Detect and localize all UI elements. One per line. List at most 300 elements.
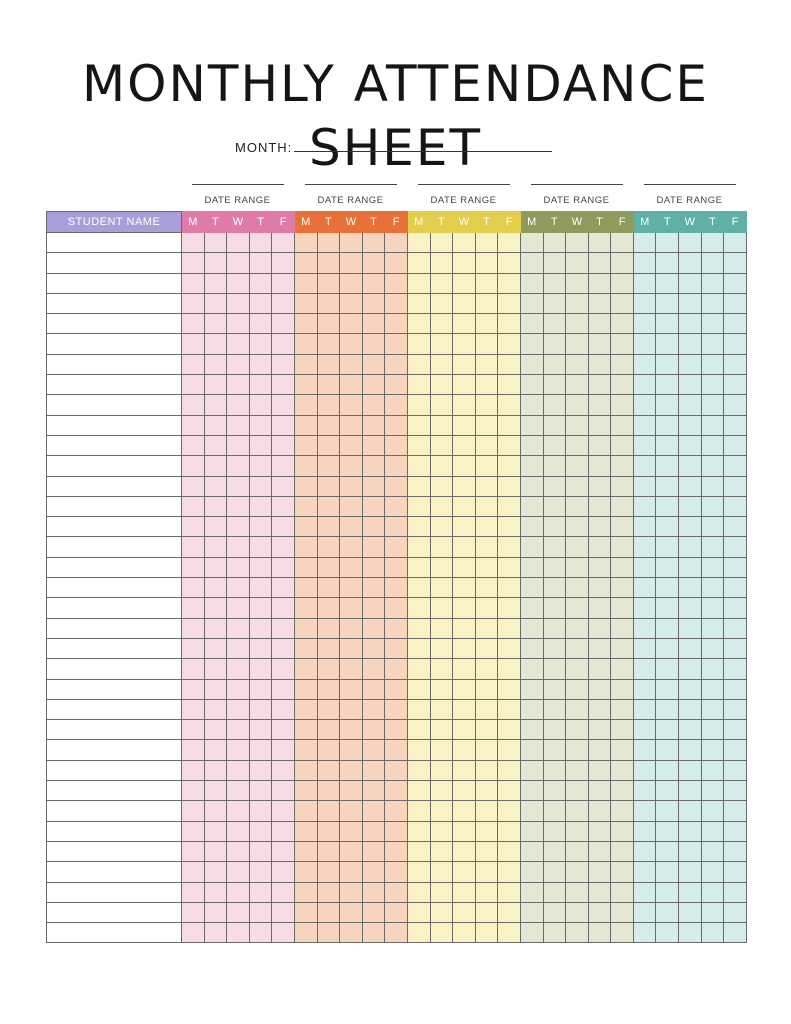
attendance-cell[interactable] xyxy=(249,699,272,719)
attendance-cell[interactable] xyxy=(453,354,476,374)
attendance-cell[interactable] xyxy=(543,496,566,516)
attendance-cell[interactable] xyxy=(317,517,340,537)
attendance-cell[interactable] xyxy=(701,699,724,719)
attendance-cell[interactable] xyxy=(227,862,250,882)
attendance-cell[interactable] xyxy=(317,253,340,273)
attendance-cell[interactable] xyxy=(227,882,250,902)
attendance-cell[interactable] xyxy=(294,618,317,638)
attendance-cell[interactable] xyxy=(588,638,611,658)
attendance-cell[interactable] xyxy=(362,618,385,638)
attendance-cell[interactable] xyxy=(611,517,634,537)
attendance-cell[interactable] xyxy=(249,618,272,638)
attendance-cell[interactable] xyxy=(317,679,340,699)
attendance-cell[interactable] xyxy=(701,618,724,638)
attendance-cell[interactable] xyxy=(317,233,340,253)
student-name-cell[interactable] xyxy=(47,476,182,496)
attendance-cell[interactable] xyxy=(227,578,250,598)
attendance-cell[interactable] xyxy=(362,334,385,354)
attendance-cell[interactable] xyxy=(227,517,250,537)
attendance-cell[interactable] xyxy=(701,841,724,861)
attendance-cell[interactable] xyxy=(588,679,611,699)
attendance-cell[interactable] xyxy=(317,598,340,618)
attendance-cell[interactable] xyxy=(611,496,634,516)
attendance-cell[interactable] xyxy=(656,233,679,253)
attendance-cell[interactable] xyxy=(724,253,747,273)
attendance-cell[interactable] xyxy=(272,618,295,638)
attendance-cell[interactable] xyxy=(294,293,317,313)
attendance-cell[interactable] xyxy=(362,314,385,334)
attendance-cell[interactable] xyxy=(679,517,702,537)
attendance-cell[interactable] xyxy=(340,882,363,902)
attendance-cell[interactable] xyxy=(701,314,724,334)
attendance-cell[interactable] xyxy=(362,395,385,415)
attendance-cell[interactable] xyxy=(430,273,453,293)
attendance-cell[interactable] xyxy=(317,821,340,841)
attendance-cell[interactable] xyxy=(362,679,385,699)
attendance-cell[interactable] xyxy=(679,638,702,658)
attendance-cell[interactable] xyxy=(588,354,611,374)
student-name-cell[interactable] xyxy=(47,415,182,435)
attendance-cell[interactable] xyxy=(520,233,543,253)
attendance-cell[interactable] xyxy=(294,233,317,253)
attendance-cell[interactable] xyxy=(679,456,702,476)
attendance-cell[interactable] xyxy=(407,517,430,537)
attendance-cell[interactable] xyxy=(340,253,363,273)
attendance-cell[interactable] xyxy=(566,862,589,882)
attendance-cell[interactable] xyxy=(204,821,227,841)
attendance-cell[interactable] xyxy=(294,557,317,577)
attendance-cell[interactable] xyxy=(182,841,205,861)
attendance-cell[interactable] xyxy=(340,720,363,740)
attendance-cell[interactable] xyxy=(340,496,363,516)
attendance-cell[interactable] xyxy=(430,354,453,374)
attendance-cell[interactable] xyxy=(294,923,317,943)
attendance-cell[interactable] xyxy=(340,902,363,922)
attendance-cell[interactable] xyxy=(340,740,363,760)
attendance-cell[interactable] xyxy=(182,659,205,679)
attendance-cell[interactable] xyxy=(407,496,430,516)
attendance-cell[interactable] xyxy=(656,801,679,821)
student-name-cell[interactable] xyxy=(47,902,182,922)
attendance-cell[interactable] xyxy=(182,273,205,293)
attendance-cell[interactable] xyxy=(294,841,317,861)
attendance-cell[interactable] xyxy=(294,435,317,455)
attendance-cell[interactable] xyxy=(340,679,363,699)
attendance-cell[interactable] xyxy=(407,699,430,719)
attendance-cell[interactable] xyxy=(294,354,317,374)
attendance-cell[interactable] xyxy=(679,618,702,638)
attendance-cell[interactable] xyxy=(407,557,430,577)
attendance-cell[interactable] xyxy=(633,415,656,435)
attendance-cell[interactable] xyxy=(701,476,724,496)
attendance-cell[interactable] xyxy=(317,293,340,313)
attendance-cell[interactable] xyxy=(520,557,543,577)
attendance-cell[interactable] xyxy=(633,862,656,882)
attendance-cell[interactable] xyxy=(407,598,430,618)
student-name-cell[interactable] xyxy=(47,882,182,902)
attendance-cell[interactable] xyxy=(453,821,476,841)
attendance-cell[interactable] xyxy=(182,476,205,496)
attendance-cell[interactable] xyxy=(656,354,679,374)
attendance-cell[interactable] xyxy=(407,781,430,801)
attendance-cell[interactable] xyxy=(520,415,543,435)
attendance-cell[interactable] xyxy=(430,679,453,699)
attendance-cell[interactable] xyxy=(475,517,498,537)
attendance-cell[interactable] xyxy=(204,841,227,861)
attendance-cell[interactable] xyxy=(611,781,634,801)
attendance-cell[interactable] xyxy=(430,659,453,679)
attendance-cell[interactable] xyxy=(724,659,747,679)
attendance-cell[interactable] xyxy=(430,821,453,841)
attendance-cell[interactable] xyxy=(566,598,589,618)
attendance-cell[interactable] xyxy=(588,476,611,496)
attendance-cell[interactable] xyxy=(204,598,227,618)
attendance-cell[interactable] xyxy=(611,923,634,943)
student-name-cell[interactable] xyxy=(47,862,182,882)
attendance-cell[interactable] xyxy=(701,862,724,882)
attendance-cell[interactable] xyxy=(340,233,363,253)
attendance-cell[interactable] xyxy=(204,618,227,638)
attendance-cell[interactable] xyxy=(317,923,340,943)
attendance-cell[interactable] xyxy=(340,354,363,374)
attendance-cell[interactable] xyxy=(475,801,498,821)
attendance-cell[interactable] xyxy=(227,923,250,943)
attendance-cell[interactable] xyxy=(543,902,566,922)
attendance-cell[interactable] xyxy=(249,720,272,740)
student-name-cell[interactable] xyxy=(47,740,182,760)
attendance-cell[interactable] xyxy=(588,882,611,902)
attendance-cell[interactable] xyxy=(566,415,589,435)
attendance-cell[interactable] xyxy=(407,760,430,780)
student-name-cell[interactable] xyxy=(47,598,182,618)
attendance-cell[interactable] xyxy=(475,415,498,435)
attendance-cell[interactable] xyxy=(543,679,566,699)
attendance-cell[interactable] xyxy=(385,679,408,699)
attendance-cell[interactable] xyxy=(182,375,205,395)
attendance-cell[interactable] xyxy=(498,638,521,658)
attendance-cell[interactable] xyxy=(588,902,611,922)
student-name-cell[interactable] xyxy=(47,801,182,821)
attendance-cell[interactable] xyxy=(498,720,521,740)
attendance-cell[interactable] xyxy=(543,415,566,435)
student-name-cell[interactable] xyxy=(47,395,182,415)
attendance-cell[interactable] xyxy=(294,273,317,293)
attendance-cell[interactable] xyxy=(475,456,498,476)
attendance-cell[interactable] xyxy=(656,821,679,841)
attendance-cell[interactable] xyxy=(340,659,363,679)
attendance-cell[interactable] xyxy=(227,638,250,658)
attendance-cell[interactable] xyxy=(272,659,295,679)
attendance-cell[interactable] xyxy=(566,902,589,922)
attendance-cell[interactable] xyxy=(430,557,453,577)
attendance-cell[interactable] xyxy=(385,233,408,253)
attendance-cell[interactable] xyxy=(475,578,498,598)
attendance-cell[interactable] xyxy=(204,517,227,537)
attendance-cell[interactable] xyxy=(475,537,498,557)
attendance-cell[interactable] xyxy=(385,557,408,577)
attendance-cell[interactable] xyxy=(249,354,272,374)
attendance-cell[interactable] xyxy=(543,720,566,740)
student-name-cell[interactable] xyxy=(47,293,182,313)
attendance-cell[interactable] xyxy=(385,253,408,273)
attendance-cell[interactable] xyxy=(453,882,476,902)
attendance-cell[interactable] xyxy=(407,537,430,557)
student-name-cell[interactable] xyxy=(47,923,182,943)
attendance-cell[interactable] xyxy=(498,354,521,374)
attendance-cell[interactable] xyxy=(249,760,272,780)
attendance-cell[interactable] xyxy=(249,334,272,354)
attendance-cell[interactable] xyxy=(272,496,295,516)
attendance-cell[interactable] xyxy=(656,638,679,658)
attendance-cell[interactable] xyxy=(701,233,724,253)
attendance-cell[interactable] xyxy=(475,862,498,882)
attendance-cell[interactable] xyxy=(633,375,656,395)
attendance-cell[interactable] xyxy=(566,821,589,841)
attendance-cell[interactable] xyxy=(656,578,679,598)
attendance-cell[interactable] xyxy=(182,456,205,476)
attendance-cell[interactable] xyxy=(430,456,453,476)
attendance-cell[interactable] xyxy=(656,679,679,699)
attendance-cell[interactable] xyxy=(249,679,272,699)
attendance-cell[interactable] xyxy=(701,679,724,699)
attendance-cell[interactable] xyxy=(227,618,250,638)
attendance-cell[interactable] xyxy=(340,293,363,313)
attendance-cell[interactable] xyxy=(317,638,340,658)
attendance-cell[interactable] xyxy=(475,760,498,780)
attendance-cell[interactable] xyxy=(385,496,408,516)
attendance-cell[interactable] xyxy=(520,293,543,313)
attendance-cell[interactable] xyxy=(679,496,702,516)
attendance-cell[interactable] xyxy=(498,375,521,395)
attendance-cell[interactable] xyxy=(385,882,408,902)
attendance-cell[interactable] xyxy=(317,902,340,922)
attendance-cell[interactable] xyxy=(611,395,634,415)
attendance-cell[interactable] xyxy=(317,334,340,354)
attendance-cell[interactable] xyxy=(724,395,747,415)
attendance-cell[interactable] xyxy=(385,395,408,415)
attendance-cell[interactable] xyxy=(362,781,385,801)
attendance-cell[interactable] xyxy=(656,598,679,618)
attendance-cell[interactable] xyxy=(588,578,611,598)
attendance-cell[interactable] xyxy=(182,902,205,922)
attendance-cell[interactable] xyxy=(498,699,521,719)
attendance-cell[interactable] xyxy=(385,273,408,293)
attendance-cell[interactable] xyxy=(204,923,227,943)
attendance-cell[interactable] xyxy=(701,821,724,841)
attendance-cell[interactable] xyxy=(656,882,679,902)
attendance-cell[interactable] xyxy=(249,537,272,557)
attendance-cell[interactable] xyxy=(611,801,634,821)
attendance-cell[interactable] xyxy=(701,517,724,537)
attendance-cell[interactable] xyxy=(724,841,747,861)
attendance-cell[interactable] xyxy=(294,638,317,658)
attendance-cell[interactable] xyxy=(453,638,476,658)
attendance-cell[interactable] xyxy=(204,253,227,273)
attendance-cell[interactable] xyxy=(407,233,430,253)
attendance-cell[interactable] xyxy=(543,456,566,476)
attendance-cell[interactable] xyxy=(340,862,363,882)
student-name-cell[interactable] xyxy=(47,618,182,638)
attendance-cell[interactable] xyxy=(633,801,656,821)
attendance-cell[interactable] xyxy=(656,841,679,861)
attendance-cell[interactable] xyxy=(272,720,295,740)
attendance-cell[interactable] xyxy=(294,578,317,598)
attendance-cell[interactable] xyxy=(430,253,453,273)
attendance-cell[interactable] xyxy=(520,618,543,638)
attendance-cell[interactable] xyxy=(204,781,227,801)
attendance-cell[interactable] xyxy=(543,821,566,841)
attendance-cell[interactable] xyxy=(407,334,430,354)
attendance-cell[interactable] xyxy=(182,435,205,455)
attendance-cell[interactable] xyxy=(588,253,611,273)
attendance-cell[interactable] xyxy=(520,273,543,293)
attendance-cell[interactable] xyxy=(249,902,272,922)
attendance-cell[interactable] xyxy=(182,740,205,760)
attendance-cell[interactable] xyxy=(453,395,476,415)
attendance-cell[interactable] xyxy=(588,781,611,801)
attendance-cell[interactable] xyxy=(407,882,430,902)
attendance-cell[interactable] xyxy=(453,456,476,476)
attendance-cell[interactable] xyxy=(679,293,702,313)
attendance-cell[interactable] xyxy=(272,923,295,943)
attendance-cell[interactable] xyxy=(362,375,385,395)
attendance-cell[interactable] xyxy=(724,273,747,293)
attendance-cell[interactable] xyxy=(385,659,408,679)
attendance-cell[interactable] xyxy=(475,476,498,496)
attendance-cell[interactable] xyxy=(204,415,227,435)
attendance-cell[interactable] xyxy=(317,557,340,577)
attendance-cell[interactable] xyxy=(679,557,702,577)
student-name-cell[interactable] xyxy=(47,557,182,577)
attendance-cell[interactable] xyxy=(407,395,430,415)
attendance-cell[interactable] xyxy=(204,354,227,374)
attendance-cell[interactable] xyxy=(182,537,205,557)
attendance-cell[interactable] xyxy=(520,496,543,516)
attendance-cell[interactable] xyxy=(701,293,724,313)
attendance-cell[interactable] xyxy=(272,435,295,455)
attendance-cell[interactable] xyxy=(407,841,430,861)
attendance-cell[interactable] xyxy=(407,578,430,598)
attendance-cell[interactable] xyxy=(407,923,430,943)
student-name-cell[interactable] xyxy=(47,435,182,455)
attendance-cell[interactable] xyxy=(701,354,724,374)
attendance-cell[interactable] xyxy=(385,334,408,354)
attendance-cell[interactable] xyxy=(543,293,566,313)
student-name-cell[interactable] xyxy=(47,699,182,719)
attendance-cell[interactable] xyxy=(656,923,679,943)
attendance-cell[interactable] xyxy=(272,578,295,598)
attendance-cell[interactable] xyxy=(453,699,476,719)
attendance-cell[interactable] xyxy=(656,557,679,577)
attendance-cell[interactable] xyxy=(475,435,498,455)
student-name-cell[interactable] xyxy=(47,253,182,273)
attendance-cell[interactable] xyxy=(498,740,521,760)
attendance-cell[interactable] xyxy=(204,496,227,516)
attendance-cell[interactable] xyxy=(724,314,747,334)
attendance-cell[interactable] xyxy=(701,253,724,273)
attendance-cell[interactable] xyxy=(340,476,363,496)
attendance-cell[interactable] xyxy=(453,923,476,943)
student-name-cell[interactable] xyxy=(47,233,182,253)
attendance-cell[interactable] xyxy=(724,476,747,496)
attendance-cell[interactable] xyxy=(588,557,611,577)
attendance-cell[interactable] xyxy=(498,334,521,354)
student-name-cell[interactable] xyxy=(47,781,182,801)
attendance-cell[interactable] xyxy=(249,801,272,821)
attendance-cell[interactable] xyxy=(566,841,589,861)
attendance-cell[interactable] xyxy=(520,395,543,415)
attendance-cell[interactable] xyxy=(633,253,656,273)
attendance-cell[interactable] xyxy=(407,638,430,658)
student-name-cell[interactable] xyxy=(47,760,182,780)
attendance-cell[interactable] xyxy=(430,720,453,740)
attendance-cell[interactable] xyxy=(701,740,724,760)
attendance-cell[interactable] xyxy=(679,923,702,943)
attendance-cell[interactable] xyxy=(362,456,385,476)
attendance-cell[interactable] xyxy=(566,375,589,395)
attendance-cell[interactable] xyxy=(701,375,724,395)
attendance-cell[interactable] xyxy=(385,456,408,476)
attendance-cell[interactable] xyxy=(520,679,543,699)
attendance-cell[interactable] xyxy=(249,314,272,334)
attendance-cell[interactable] xyxy=(633,334,656,354)
attendance-cell[interactable] xyxy=(701,496,724,516)
attendance-cell[interactable] xyxy=(724,293,747,313)
attendance-cell[interactable] xyxy=(498,923,521,943)
date-range-input-line[interactable] xyxy=(305,184,397,185)
attendance-cell[interactable] xyxy=(317,496,340,516)
attendance-cell[interactable] xyxy=(227,598,250,618)
attendance-cell[interactable] xyxy=(543,557,566,577)
attendance-cell[interactable] xyxy=(340,334,363,354)
attendance-cell[interactable] xyxy=(543,618,566,638)
attendance-cell[interactable] xyxy=(453,740,476,760)
date-range-input-line[interactable] xyxy=(644,184,736,185)
attendance-cell[interactable] xyxy=(633,638,656,658)
attendance-cell[interactable] xyxy=(227,375,250,395)
attendance-cell[interactable] xyxy=(498,395,521,415)
attendance-cell[interactable] xyxy=(566,537,589,557)
attendance-cell[interactable] xyxy=(430,496,453,516)
month-input-line[interactable] xyxy=(294,151,552,152)
attendance-cell[interactable] xyxy=(566,699,589,719)
attendance-cell[interactable] xyxy=(588,517,611,537)
student-name-cell[interactable] xyxy=(47,334,182,354)
attendance-cell[interactable] xyxy=(475,253,498,273)
attendance-cell[interactable] xyxy=(498,841,521,861)
attendance-cell[interactable] xyxy=(204,862,227,882)
attendance-cell[interactable] xyxy=(249,740,272,760)
attendance-cell[interactable] xyxy=(656,253,679,273)
attendance-cell[interactable] xyxy=(294,314,317,334)
attendance-cell[interactable] xyxy=(362,862,385,882)
attendance-cell[interactable] xyxy=(362,415,385,435)
attendance-cell[interactable] xyxy=(407,273,430,293)
attendance-cell[interactable] xyxy=(204,902,227,922)
attendance-cell[interactable] xyxy=(498,314,521,334)
attendance-cell[interactable] xyxy=(182,354,205,374)
attendance-cell[interactable] xyxy=(204,435,227,455)
student-name-cell[interactable] xyxy=(47,821,182,841)
attendance-cell[interactable] xyxy=(724,720,747,740)
attendance-cell[interactable] xyxy=(294,781,317,801)
attendance-cell[interactable] xyxy=(385,760,408,780)
attendance-cell[interactable] xyxy=(272,557,295,577)
attendance-cell[interactable] xyxy=(249,517,272,537)
attendance-cell[interactable] xyxy=(407,375,430,395)
attendance-cell[interactable] xyxy=(385,841,408,861)
attendance-cell[interactable] xyxy=(272,882,295,902)
